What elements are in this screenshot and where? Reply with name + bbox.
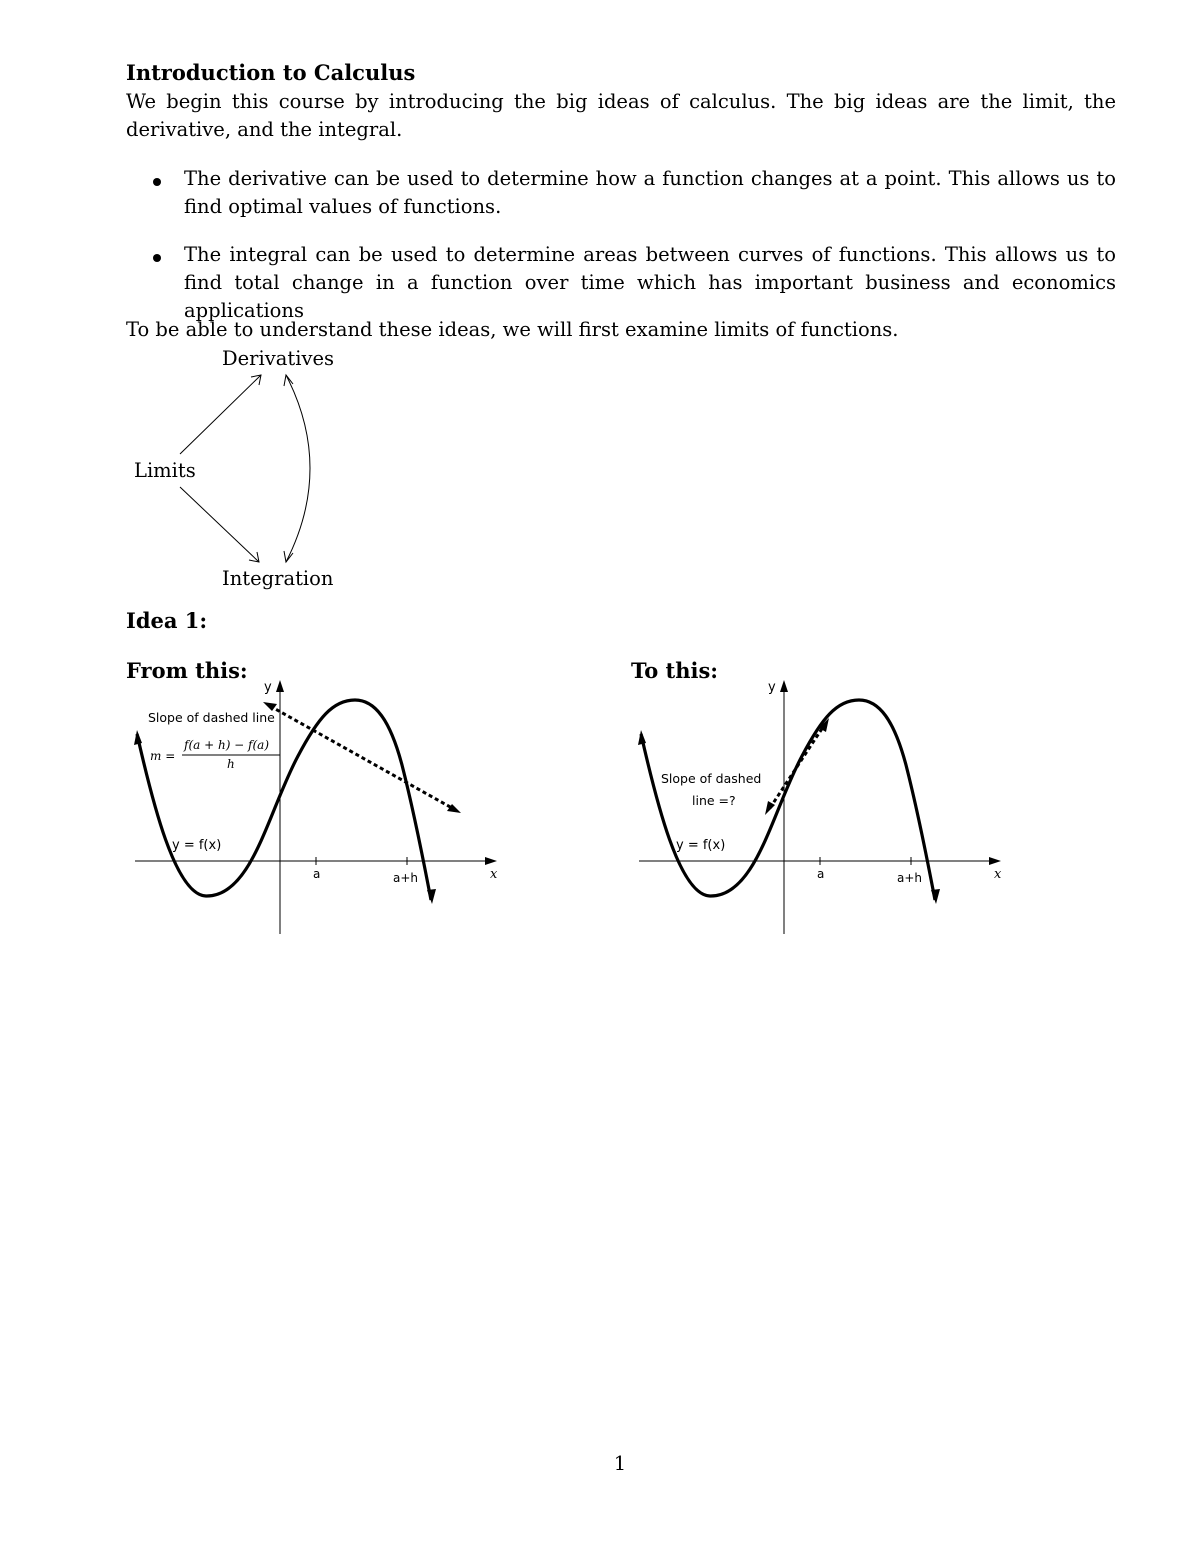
node-limits: Limits [134,459,196,482]
tick-a-plus-h-label: a+h [897,871,923,885]
page-title: Introduction to Calculus [126,60,416,85]
from-heading: From this: [126,658,248,683]
tangent-figure [624,672,1014,942]
formula-numerator: f(a + h) − f(a) [184,738,270,752]
curve-arrow-icon [427,889,436,904]
arrow-limits-integration [180,487,259,562]
tangent-annotation-line-2: line =? [692,793,736,808]
bullet-text: The derivative can be used to determine how a function changes at a point. This allows us to find optimal values of functions. [184,167,1116,218]
y-axis-arrow-icon [276,680,284,692]
curve-arrow-icon [931,889,940,904]
node-derivatives: Derivatives [222,347,335,370]
x-axis-arrow-icon [485,857,497,865]
arrow-derivatives-integration [286,375,310,562]
tangent-annotation-line-1: Slope of dashed [661,771,762,786]
secant-annotation: Slope of dashed line [148,710,275,725]
closing-paragraph: To be able to understand these ideas, we will first examine limits of functions. [126,318,899,341]
arrow-limits-derivatives [180,375,261,454]
curve-arrow-icon [638,730,646,745]
formula-denominator: h [227,757,235,771]
secant-figure [120,672,510,942]
x-axis-label: x [994,867,1002,882]
formula-lhs: m = [150,749,176,763]
curve-label: y = f(x) [172,838,222,853]
x-axis-label: x [490,867,498,882]
y-axis-arrow-icon [780,680,788,692]
x-axis-arrow-icon [989,857,1001,865]
function-curve [641,700,935,900]
tick-a-plus-h-label: a+h [393,871,419,885]
curve-arrow-icon [134,730,142,745]
y-axis-label: y [264,680,272,695]
tick-a-label: a [313,867,321,881]
curve-label: y = f(x) [676,838,726,853]
concept-map-arrows [0,0,1200,620]
node-integration: Integration [222,567,334,590]
idea-heading: Idea 1: [126,608,208,633]
intro-paragraph: We begin this course by introducing the big ideas of calculus. The big ideas are the limit, the derivative, and the integral. [126,90,1116,141]
tick-a-label: a [817,867,825,881]
to-heading: To this: [631,658,719,683]
bullet-text: The integral can be used to determine areas between curves of functions. This allows us to find total change in a function over time which has important business and economics applications [184,243,1116,322]
y-axis-label: y [768,680,776,695]
function-curve [137,700,431,900]
tangent-line [770,724,825,808]
tangent-arrow-icon [765,801,775,815]
page-number: 1 [613,1452,627,1475]
